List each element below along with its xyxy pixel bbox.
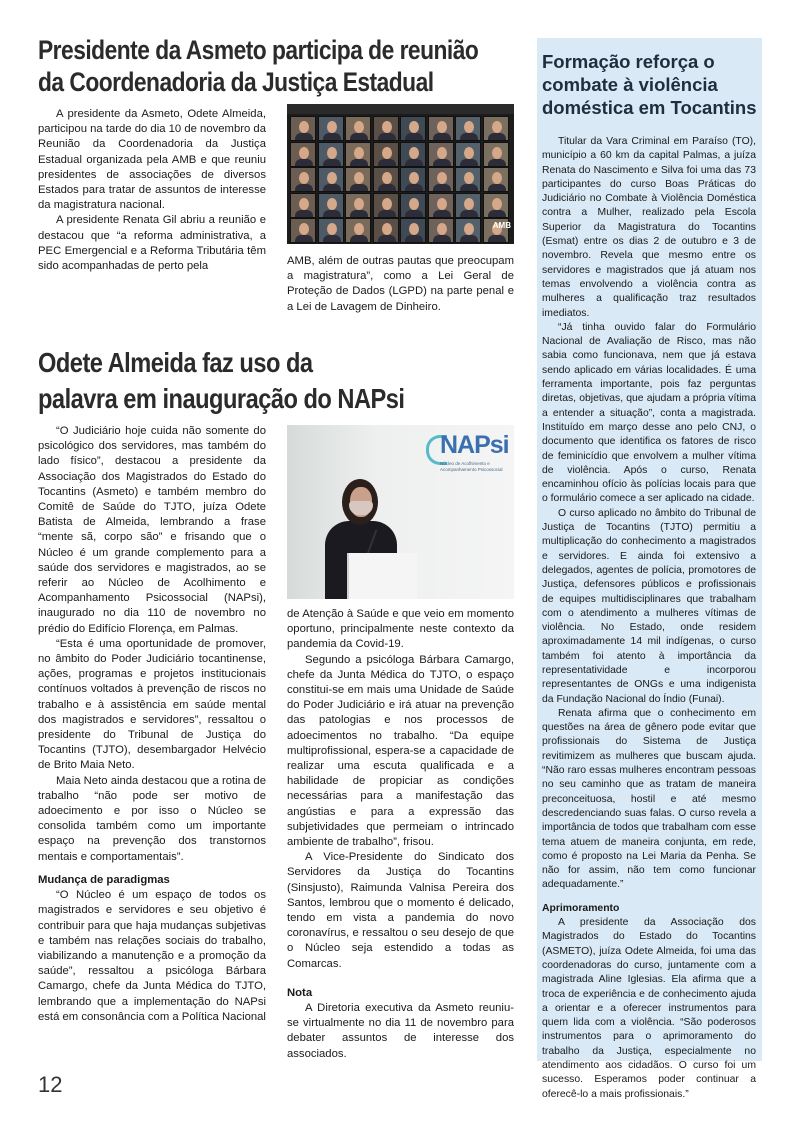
headline-line: Formação reforça o <box>542 51 715 72</box>
podium <box>347 553 417 599</box>
participant-tile <box>345 116 371 141</box>
participant-tile <box>428 218 454 243</box>
article2-column-2 <box>287 607 514 1062</box>
participant-face <box>437 147 447 159</box>
participant-body <box>378 184 396 192</box>
participant-body <box>433 159 451 167</box>
participant-face <box>382 223 392 235</box>
paragraph: A presidente Renata Gil abriu a reunião e destacou que “a reforma administrativa, a PEC Emergencial e a Reforma Tributária têm sido acompanhadas de perto pela <box>38 214 266 273</box>
participant-face <box>382 121 392 133</box>
participant-tile <box>373 167 399 192</box>
napsi-logo-subtitle: Núcleo de Acolhimento e Acompanhamento Psicossocial <box>440 461 503 472</box>
participant-tile <box>400 167 426 192</box>
participant-body <box>488 235 506 243</box>
participant-tile <box>290 193 316 218</box>
participant-face <box>299 223 309 235</box>
headline-line: da Coordenadoria da Justiça Estadual <box>38 67 434 97</box>
participant-body <box>295 210 313 218</box>
participant-face <box>354 121 364 133</box>
participant-body <box>378 235 396 243</box>
headline-line: doméstica em Tocantins <box>542 97 757 118</box>
participant-face <box>299 121 309 133</box>
participant-body <box>323 184 341 192</box>
napsi-logo <box>422 429 508 487</box>
participant-tile <box>428 193 454 218</box>
participant-face <box>382 147 392 159</box>
participant-body <box>405 159 423 167</box>
paragraph: “O Núcleo é um espaço de todos os magistrados e servidores e seu objetivo é contribuir para que haja mudanças subjetivas e também nas relações sociais do trabalho, viabilizando a manutenção e a promoção da saúde”, ressaltou a psicóloga Bárbara Camargo, chefe da Junta Médica do TJTO, lembrando que a implementação do NAPsi está em consonância com a Política Nacional <box>38 889 266 1023</box>
participant-body <box>295 184 313 192</box>
participant-body <box>405 184 423 192</box>
subheading: Nota <box>287 986 313 999</box>
participant-tile <box>483 193 509 218</box>
participant-face <box>327 147 337 159</box>
participant-face <box>354 147 364 159</box>
participant-body <box>460 235 478 243</box>
participant-face <box>492 172 502 184</box>
paragraph: A Vice-Presidente do Sindicato dos Servidores da Justiça do Tocantins (Sinsjusto), Raimunda Valnisa Pereira dos Santos, lembrou que o momento é delicado, tendo em vista a pandemia do novo coronavírus, e ressaltou o seu desejo de que o Núcleo seja estendido a todas as Comarcas. <box>287 851 514 970</box>
sidebar-headline <box>542 50 760 119</box>
participant-face <box>437 172 447 184</box>
participant-face <box>327 172 337 184</box>
participant-body <box>350 159 368 167</box>
participant-face <box>409 172 419 184</box>
participant-body <box>488 133 506 141</box>
participant-body <box>350 184 368 192</box>
paragraph: AMB, além de outras pautas que preocupam a magistratura”, como a Lei Geral de Proteção de Dados (LGPD) na parte penal e a Lei de Lavagem de Dinheiro. <box>287 255 514 313</box>
headline-line: palavra em inauguração do NAPsi <box>38 383 405 414</box>
participant-face <box>492 198 502 210</box>
headline-line: combate à violência <box>542 74 718 95</box>
participant-face <box>492 147 502 159</box>
participant-tile <box>483 142 509 167</box>
paragraph: A presidente da Associação dos Magistrados do Estado do Tocantins (ASMETO), juíza Odete Almeida, foi uma das coordenadoras do curso, juntamente com a magistrada Aline Iglesias. Ela afirma que a troca de experiência e de conhecimento ajuda a orientar e a oferecer instrumentos para quem lida com a violência. “São poderosos instrumentos para o aprimoramento do trabalho da Justiça, especialmente no atendimento aos cidadãos. O curso foi um sucesso. Esperamos poder continuar a oferecê-lo a mais profissionais.” <box>542 917 756 1100</box>
paragraph: Renata afirma que o conhecimento em questões na área de gênero pode evitar que profissionais do Sistema de Justiça revitimizem as mulheres que buscam ajuda. “Não raro essas mulheres encontram pessoas no seu caminho que as tratam de maneira preconceituosa, hostil e até mesmo descredenciando suas falas. O curso revela a importância de todos que trabalham com esse tema atuem de maneira conjunta, em rede, como é proposto na Lei Maria da Penha. Se não for assim, não tem como funcionar adequadamente.” <box>542 707 756 891</box>
participant-tile <box>290 116 316 141</box>
article2-column-1 <box>38 424 266 1025</box>
participant-tile <box>483 116 509 141</box>
participant-tile <box>455 142 481 167</box>
video-conference-photo <box>287 104 514 244</box>
participant-tile <box>428 116 454 141</box>
participant-face <box>409 121 419 133</box>
participant-face <box>327 198 337 210</box>
participant-tile <box>290 218 316 243</box>
paragraph: A Diretoria executiva da Asmeto reuniu-se virtualmente no dia 11 de novembro para debater assuntos de interesse dos associados. <box>287 1002 514 1060</box>
participant-body <box>405 235 423 243</box>
participant-tile <box>455 193 481 218</box>
participant-body <box>460 133 478 141</box>
headline-line: Odete Almeida faz uso da <box>38 347 313 378</box>
participant-tile <box>373 218 399 243</box>
participant-face <box>464 172 474 184</box>
participant-body <box>488 210 506 218</box>
participant-face <box>382 198 392 210</box>
participant-face <box>464 198 474 210</box>
participant-body <box>323 133 341 141</box>
participant-tile <box>455 218 481 243</box>
participant-body <box>323 159 341 167</box>
participant-face <box>409 223 419 235</box>
subheading: Aprimoramento <box>542 902 620 914</box>
participant-body <box>433 235 451 243</box>
participant-face <box>437 121 447 133</box>
paragraph: Segundo a psicóloga Bárbara Camargo, chefe da Junta Médica do TJTO, o espaço constitui-se em mais uma Unidade de Saúde do Poder Judiciário e irá atuar na prevenção das patologias e nos processos de adoecimentos no trabalho. “Da equipe multiprofissional, espera-se a capacidade de realizar uma escuta qualificada e a habilidade de propiciar as condições necessárias para a manifestação das angústias e para a expressão das subjetividades que permeiam o intrincado ambiente de trabalho”, frisou. <box>287 653 514 849</box>
participant-face <box>464 121 474 133</box>
participant-body <box>405 210 423 218</box>
headline-line: Presidente da Asmeto participa de reunião <box>38 35 479 65</box>
participant-face <box>409 198 419 210</box>
article1-column-1 <box>38 107 266 274</box>
participant-face <box>409 147 419 159</box>
participant-tile <box>483 167 509 192</box>
participant-body <box>460 210 478 218</box>
participant-face <box>464 223 474 235</box>
participant-tile <box>345 142 371 167</box>
participant-tile <box>373 116 399 141</box>
napsi-inauguration-photo <box>287 425 514 599</box>
participant-body <box>460 159 478 167</box>
participant-face <box>492 121 502 133</box>
participant-face <box>354 172 364 184</box>
participant-tile <box>318 218 344 243</box>
participant-face <box>437 198 447 210</box>
participant-tile <box>318 167 344 192</box>
paragraph: de Atenção à Saúde e que veio em momento oportuno, principalmente neste contexto da pandemia da Covid-19. <box>287 608 514 651</box>
participant-tile <box>345 167 371 192</box>
participant-tile <box>455 116 481 141</box>
participant-body <box>295 159 313 167</box>
participant-tile <box>400 142 426 167</box>
page-number: 12 <box>38 1072 63 1097</box>
participant-tile <box>428 167 454 192</box>
participant-body <box>295 235 313 243</box>
paragraph: “O Judiciário hoje cuida não somente do psicológico dos servidores, mas também do lado físico”, destacou a presidente da Associação dos Magistrados do Estado do Tocantins (Asmeto) e também membro do Comitê de Saúde do TJTO, juíza Odete Batista de Almeida, lembrando a frase “mente sã, corpo são” e frisando que o Núcleo é um grande complemento para a saúde dos servidores e magistrados, ao se referir ao Núcleo de Acolhimento e Acompanhamento Psicossocial (NAPsi), inaugurado no dia 110 de novembro no prédio do Edifício Florença, em Palmas. <box>38 425 266 635</box>
participant-body <box>405 133 423 141</box>
participant-body <box>378 159 396 167</box>
paragraph: O curso aplicado no âmbito do Tribunal de Justiça de Tocantins (TJTO) permitiu a multiplicação do conhecimento a magistrados e servidores. E ainda foi extensivo a delegados, agentes de polícia, promotores de Justiça, defensores públicos e profissionais de equipes multidisciplinares que trabalham com o atendimento a mulheres vítimas de violência. No Estado, onde residem aproximadamente 14 mil indígenas, o curso também foi atento à importância da representatividade e incorporou representantes de ONGs e uma indigenista da Fundação Nacional do Índio (Funai). <box>542 507 756 705</box>
participant-body <box>433 184 451 192</box>
window-bar <box>287 104 514 114</box>
participant-tile <box>428 142 454 167</box>
participant-body <box>350 133 368 141</box>
participant-tile <box>318 193 344 218</box>
participant-body <box>295 133 313 141</box>
participant-tile <box>345 218 371 243</box>
participant-body <box>378 133 396 141</box>
participant-body <box>488 159 506 167</box>
participant-face <box>354 223 364 235</box>
article1-column-2 <box>287 254 514 315</box>
paragraph: “Esta é uma oportunidade de promover, no âmbito do Poder Judiciário tocantinense, ações, programas e projetos institucionais contínuos voltados à prevenção de riscos no trabalho e à assistência em saúde mental dos magistrados e servidores”, ressaltou o presidente do Tribunal de Justiça do Tocantins (TJTO), desembargador Helvécio de Brito Maia Neto. <box>38 637 266 772</box>
participant-body <box>433 133 451 141</box>
participant-tile <box>400 218 426 243</box>
participant-tile <box>290 142 316 167</box>
article2-headline <box>38 345 520 417</box>
participant-body <box>323 210 341 218</box>
participant-tile <box>290 167 316 192</box>
participant-face <box>327 121 337 133</box>
participant-body <box>323 235 341 243</box>
participant-body <box>350 235 368 243</box>
paragraph: Titular da Vara Criminal em Paraíso (TO), município a 60 km da capital Palmas, a juíza Renata do Nascimento e Silva foi uma das 73 participantes do curso Boas Práticas do Judiciário no Combate à Violência Doméstica contra a Mulher, realizado pela Escola Superior da Magistratura do Tocantins (Esmat) entre os dias 2 de outubro e 3 de novembro. Revela que mesmo entre os servidores e magistrados que já atuam nos temas envolvendo a violência contra as mulheres a qualificação traz resultados imediatos. <box>542 136 756 319</box>
participant-tile <box>373 142 399 167</box>
participant-tile <box>400 193 426 218</box>
participant-face <box>382 172 392 184</box>
participant-body <box>488 184 506 192</box>
participant-tile <box>318 116 344 141</box>
paragraph: A presidente da Asmeto, Odete Almeida, participou na tarde do dia 10 de novembro da Reunião da Coordenadoria da Justiça Estadual organizada pela AMB e que reuniu presidentes de associações de diversos Estados para tratar de assuntos de interesse da magistratura nacional. <box>38 108 266 212</box>
participant-tile <box>400 116 426 141</box>
participant-face <box>437 223 447 235</box>
paragraph: “Já tinha ouvido falar do Formulário Nacional de Avaliação de Risco, mas não sabia como funcionava, nem que já estava sendo aplicado em várias localidades. É uma ferramenta importante, pois faz perguntas diretas, objetivas, que ajudam a própria vítima a entender a situação”, conta a magistrada. Instituído em março desse ano pelo CNJ, o documento que identifica os fatores de risco de feminicídio que envolvem a mulher vítima de violência. Após o curso, Renata encaminhou ofício às polícias locais para que o formulário comece a ser aplicado na cidade. <box>542 321 756 505</box>
participant-tile <box>373 193 399 218</box>
participant-body <box>350 210 368 218</box>
paragraph: Maia Neto ainda destacou que a rotina de trabalho “não pode ser motivo de adoecimento e por isso o Núcleo se consolida também como um importante espaço na prevenção dos transtornos mentais e comportamentais”. <box>38 774 266 863</box>
participant-face <box>464 147 474 159</box>
participant-body <box>433 210 451 218</box>
participant-face <box>299 172 309 184</box>
article1-headline <box>38 34 520 98</box>
participant-body <box>378 210 396 218</box>
participant-tile <box>455 167 481 192</box>
participant-face <box>299 198 309 210</box>
participant-tile <box>318 142 344 167</box>
participant-tile <box>345 193 371 218</box>
subheading: Mudança de paradigmas <box>38 873 170 886</box>
participant-face <box>327 223 337 235</box>
sidebar-text <box>542 135 756 1102</box>
participant-face <box>354 198 364 210</box>
napsi-logo-word: NAPsi <box>440 431 509 459</box>
participant-face <box>299 147 309 159</box>
participant-body <box>460 184 478 192</box>
amb-logo: AMB <box>492 221 511 230</box>
